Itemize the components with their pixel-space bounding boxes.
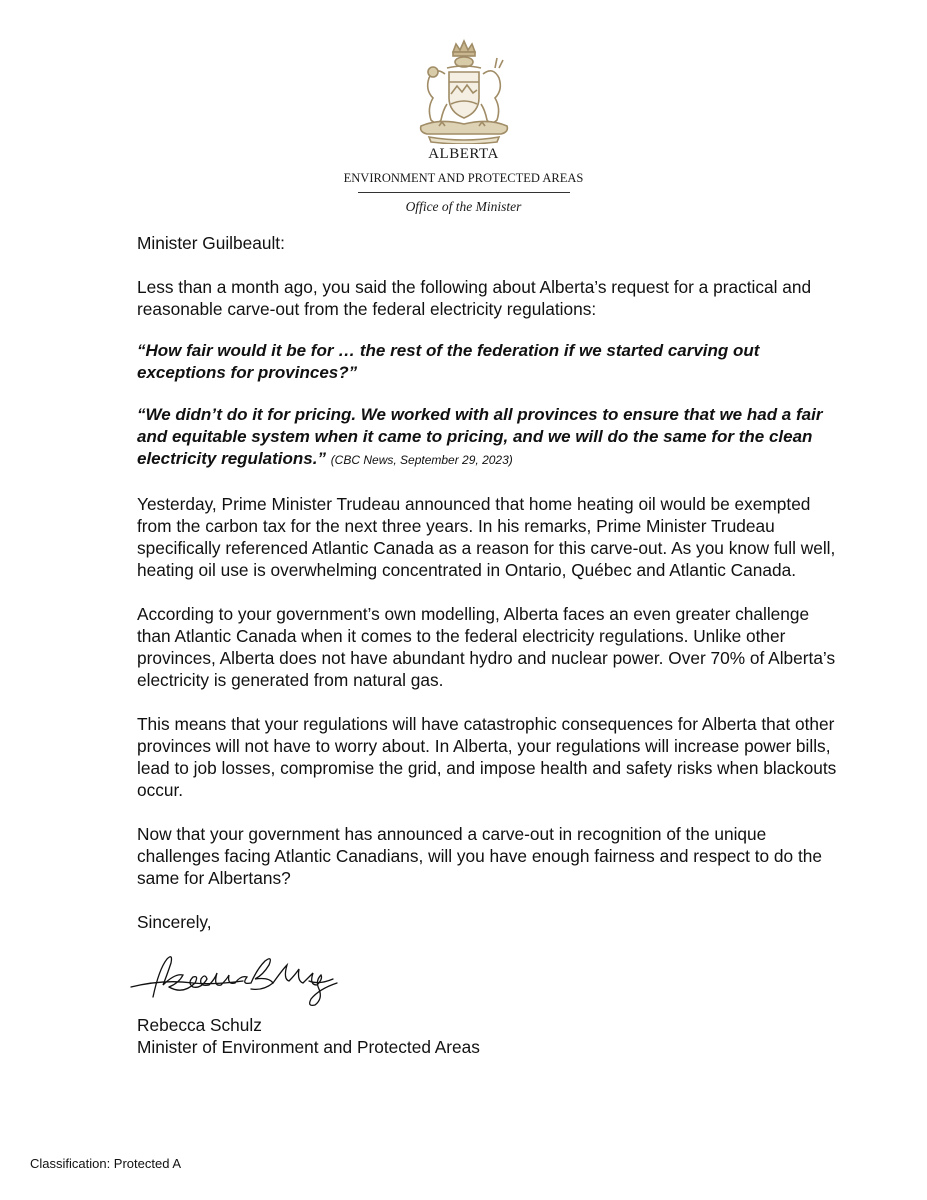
letterhead-divider xyxy=(358,192,570,193)
paragraph-2: According to your government’s own modelling, Alberta faces an even greater challenge than Atlantic Canada when it comes to the federal electricity regulations. Unlike other provinces, Alberta does not have abundant hydro and nuclear power. Over 70% of Alberta’s electricity is generated from natural gas. xyxy=(137,604,836,690)
paragraph-4: Now that your government has announced a carve-out in recognition of the unique challenges facing Atlantic Canadians, will you have enough fairness and respect to do the same for Albertans? xyxy=(137,824,822,888)
handwritten-signature-icon xyxy=(123,939,353,1014)
alberta-coat-of-arms-icon xyxy=(409,38,519,144)
intro-paragraph: Less than a month ago, you said the following about Alberta’s request for a practical and reasonable carve-out from the federal electricity regulations: xyxy=(137,277,812,319)
signer-title: Minister of Environment and Protected Areas xyxy=(137,1037,480,1057)
paragraph-1: Yesterday, Prime Minister Trudeau announced that home heating oil would be exempted from the carbon tax for the next three years. In his remarks, Prime Minister Trudeau specifically referenced Atlantic Canada as a reason for this carve-out. As you know full well, heating oil use is overwhelming concentrated in Ontario, Québec and Atlantic Canada. xyxy=(137,494,836,580)
paragraph-3: This means that your regulations will have catastrophic consequences for Alberta that other provinces will not have to worry about. In Alberta, your regulations will increase power bills, lead to job losses, compromise the grid, and impose health and safety risks when blackouts occur. xyxy=(137,714,837,800)
quote-2 xyxy=(137,404,837,471)
letter-body xyxy=(137,232,837,1058)
letterhead xyxy=(0,38,927,215)
province-name: ALBERTA xyxy=(428,146,499,162)
quote-2-citation: (CBC News, September 29, 2023) xyxy=(330,453,513,467)
closing: Sincerely, xyxy=(137,912,212,932)
signer-name: Rebecca Schulz xyxy=(137,1015,262,1035)
quote-1: “How fair would it be for … the rest of the federation if we started carving out exceptions for provinces?” xyxy=(137,341,760,382)
classification-label: Classification: Protected A xyxy=(30,1156,182,1171)
salutation: Minister Guilbeault: xyxy=(137,233,285,253)
office-title: Office of the Minister xyxy=(405,199,522,214)
quote-2-text: “We didn’t do it for pricing. We worked with all provinces to ensure that we had a fair and equitable system when it came to pricing, and we will do the same for the clean electricity regulations.” xyxy=(137,405,823,468)
department-name: ENVIRONMENT AND PROTECTED AREAS xyxy=(343,171,584,185)
